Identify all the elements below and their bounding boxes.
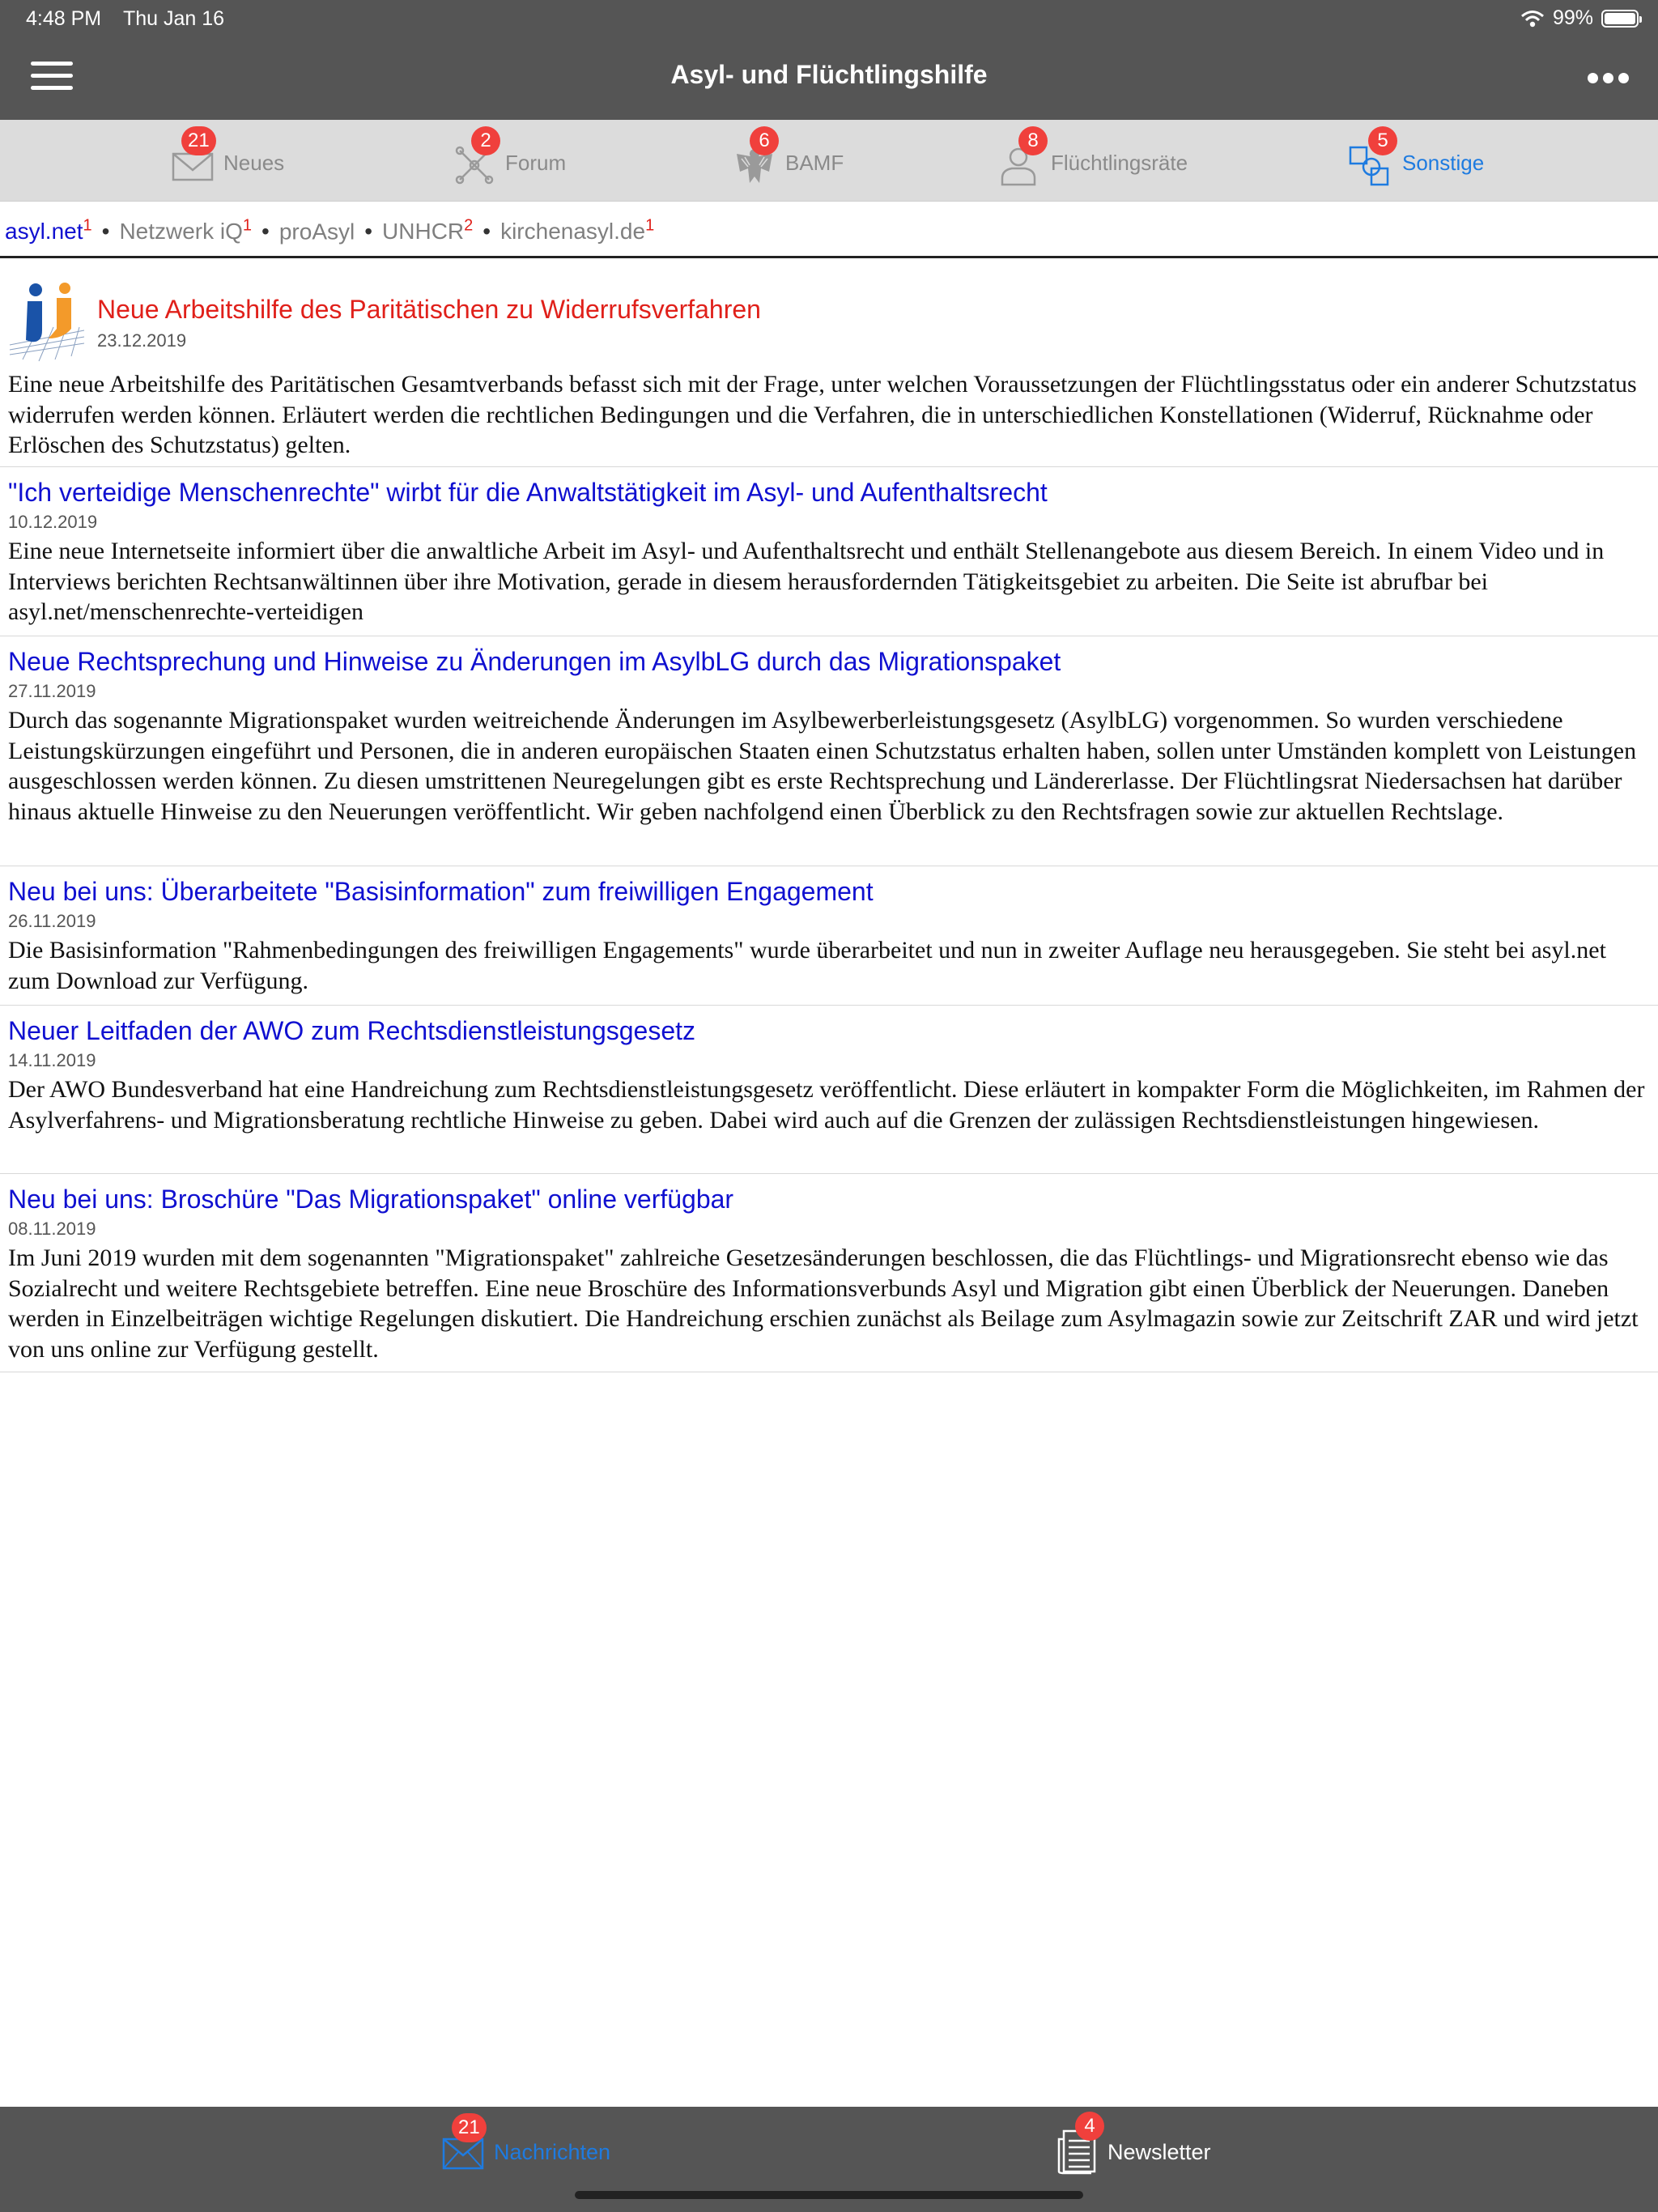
article-body: Im Juni 2019 wurden mit dem sogenannten "Migrationspaket" zahlreiche Gesetzesänderungen beschlossen, die das Flüchtlings- und Migrationsrecht ebenso wie das Sozialrecht und weitere Rechtsgebiete betreffen. Eine neue Broschüre des Informationsverbunds Asyl und Migration gibt einen Überblick der Neuerungen. Daneben werden in Einzelbeiträgen wichtige Regelungen diskutiert. Die Handreichung erschien zunächst als Beilage zum Asylmagazin sowie zur Zeitschrift ZAR und wird jetzt von uns online zur Verfügung gestellt. bbox=[8, 1244, 1639, 1363]
article-item[interactable] bbox=[0, 866, 1658, 1006]
more-icon[interactable] bbox=[1588, 73, 1629, 83]
nav-bar bbox=[0, 39, 1658, 120]
tab-label: Sonstige bbox=[1402, 151, 1485, 175]
source-count: 1 bbox=[645, 217, 655, 235]
article-body: Eine neue Internetseite informiert über die anwaltliche Arbeit im Asyl- und Aufenthaltsrecht und enthält Stellenangebote aus diesem Bereich. In einem Video und in Interviews berichten Rechtsanwältinnen über ihre Motivation, gerade in diesem herausfordernden Tätigkeitsgebiet zu arbeiten. Die Seite ist abrufbar bei asyl.net/menschenrechte-verteidigen bbox=[8, 538, 1605, 625]
tab-badge: 6 bbox=[750, 126, 779, 155]
source-count: 2 bbox=[464, 217, 474, 235]
article-date: 23.12.2019 bbox=[97, 330, 187, 351]
article-body: Durch das sogenannte Migrationspaket wurden weitreichende Änderungen im Asylbewerberleistungsgesetz (AsylbLG) vorgenommen. So wurden verschiedene Leistungskürzungen eingeführt und Personen, die in anderen europäischen Staaten einen Schutzstatus erhalten haben, sollen unter Umständen komplett von Leistungen ausgeschlossen werden können. Zu diesen umstrittenen Neuregelungen gibt es erste Rechtsprechung und Ländererlasse. Der Flüchtlingsrat Niedersachsen hat darüber hinaus aktuelle Hinweise zu den Neuerungen veröffentlicht. Wir geben nachfolgend einen Überblick zu den Rechtsfragen sowie zur aktuellen Rechtslage. bbox=[8, 707, 1637, 825]
article-date: 10.12.2019 bbox=[8, 512, 98, 532]
source-separator: • bbox=[483, 219, 491, 245]
battery-percent: 99% bbox=[1552, 6, 1593, 29]
tab-label: Forum bbox=[505, 151, 567, 175]
bottom-tab-badge: 4 bbox=[1075, 2112, 1104, 2141]
article-title[interactable]: Neuer Leitfaden der AWO zum Rechtsdienstleistungsgesetz bbox=[8, 1016, 696, 1045]
wifi-icon bbox=[1520, 9, 1545, 28]
source-count: 1 bbox=[242, 217, 253, 235]
article-date: 08.11.2019 bbox=[8, 1219, 96, 1239]
source-unhcr[interactable]: UNHCR$^2$ bbox=[382, 217, 474, 245]
tab-badge: 5 bbox=[1368, 126, 1397, 155]
article-body: Eine neue Arbeitshilfe des Paritätischen Gesamtverbands befasst sich mit der Frage, unter welchen Voraussetzungen der Flüchtlingsstatus oder ein anderer Schutzstatus widerrufen werden können. Erläutert werden die rechtlichen Bedingungen und die Verfahren, die in unterschiedlichen Konstellationen (Widerruf, Rücknahme oder Erlöschen des Schutzstatus) gelten. bbox=[8, 371, 1637, 458]
article-body: Die Basisinformation "Rahmenbedingungen des freiwilligen Engagements" wurde überarbeitet und nun in zweiter Auflage neu herausgegeben. Sie steht bei asyl.net zum Download zur Verfügung. bbox=[8, 937, 1606, 994]
bottom-tab-label: Nachrichten bbox=[494, 2140, 611, 2164]
status-time: 4:48 PM bbox=[26, 7, 102, 30]
article-item[interactable] bbox=[0, 257, 1658, 467]
battery-icon bbox=[1601, 10, 1639, 28]
article-date: 27.11.2019 bbox=[8, 681, 96, 701]
article-item[interactable] bbox=[0, 1005, 1658, 1174]
article-title[interactable]: Neue Rechtsprechung und Hinweise zu Änderungen im AsylbLG durch das Migrationspaket bbox=[8, 647, 1061, 676]
source-list bbox=[5, 217, 654, 245]
bottom-tab-nachrichten[interactable] bbox=[440, 2107, 635, 2188]
tab-label: BAMF bbox=[785, 151, 844, 175]
article-title[interactable]: Neu bei uns: Überarbeitete "Basisinformation" zum freiwilligen Engagement bbox=[8, 877, 874, 906]
source-filter-bar bbox=[0, 202, 1658, 258]
page-title: Asyl- und Flüchtlingshilfe bbox=[670, 60, 988, 89]
source-proasyl[interactable]: proAsyl bbox=[278, 219, 355, 245]
source-netzwerk-iq[interactable]: Netzwerk $iQ^1$ bbox=[119, 217, 253, 245]
article-item[interactable] bbox=[0, 1173, 1658, 1372]
article-title[interactable]: Neu bei uns: Broschüre "Das Migrationspaket" online verfügbar bbox=[8, 1185, 734, 1214]
paritaetische-logo-icon bbox=[6, 282, 91, 363]
article-date: 14.11.2019 bbox=[8, 1050, 96, 1070]
article-item[interactable] bbox=[0, 636, 1658, 866]
source-asyl-net[interactable]: asyl.net$^1$ bbox=[5, 217, 92, 245]
article-item[interactable] bbox=[0, 466, 1658, 636]
source-kirchenasyl[interactable]: $kirchenasyl.de^1$ bbox=[500, 217, 655, 245]
source-separator: • bbox=[364, 219, 373, 245]
article-title[interactable]: "Ich verteidige Menschenrechte" wirbt für die Anwaltstätigkeit im Asyl- und Aufenthaltsrecht bbox=[8, 478, 1048, 507]
tab-label: Neues bbox=[223, 151, 285, 175]
tab-badge: 8 bbox=[1018, 126, 1048, 155]
article-date: 26.11.2019 bbox=[8, 911, 96, 931]
source-count: 1 bbox=[83, 217, 92, 235]
bottom-tab-newsletter[interactable] bbox=[1054, 2107, 1248, 2188]
status-date: Thu Jan 16 bbox=[123, 7, 225, 30]
source-separator: • bbox=[261, 219, 270, 245]
article-body: Der AWO Bundesverband hat eine Handreichung zum Rechtsdienstleistungsgesetz veröffentlicht. Diese erläutert in kompakter Form die Möglichkeiten, im Rahmen der Asylverfahrens- und Migrationsberatung rechtliche Hinweise zu geben. Dabei wird auch auf die Grenzen der zulässigen Rechtsdienstleistungen hingewiesen. bbox=[8, 1076, 1645, 1134]
bottom-tab-label: Newsletter bbox=[1107, 2140, 1211, 2164]
tab-label: Flüchtlingsräte bbox=[1051, 151, 1188, 175]
bottom-tab-badge: 21 bbox=[452, 2113, 487, 2142]
source-separator: • bbox=[101, 219, 110, 245]
category-tab-bar bbox=[0, 120, 1658, 202]
status-bar bbox=[0, 0, 1658, 39]
tab-badge: 2 bbox=[471, 126, 500, 155]
home-indicator[interactable] bbox=[575, 2191, 1083, 2199]
tab-badge: 21 bbox=[181, 126, 216, 155]
status-right bbox=[1520, 6, 1639, 30]
article-title[interactable]: Neue Arbeitshilfe des Paritätischen zu Widerrufsverfahren bbox=[97, 295, 761, 324]
